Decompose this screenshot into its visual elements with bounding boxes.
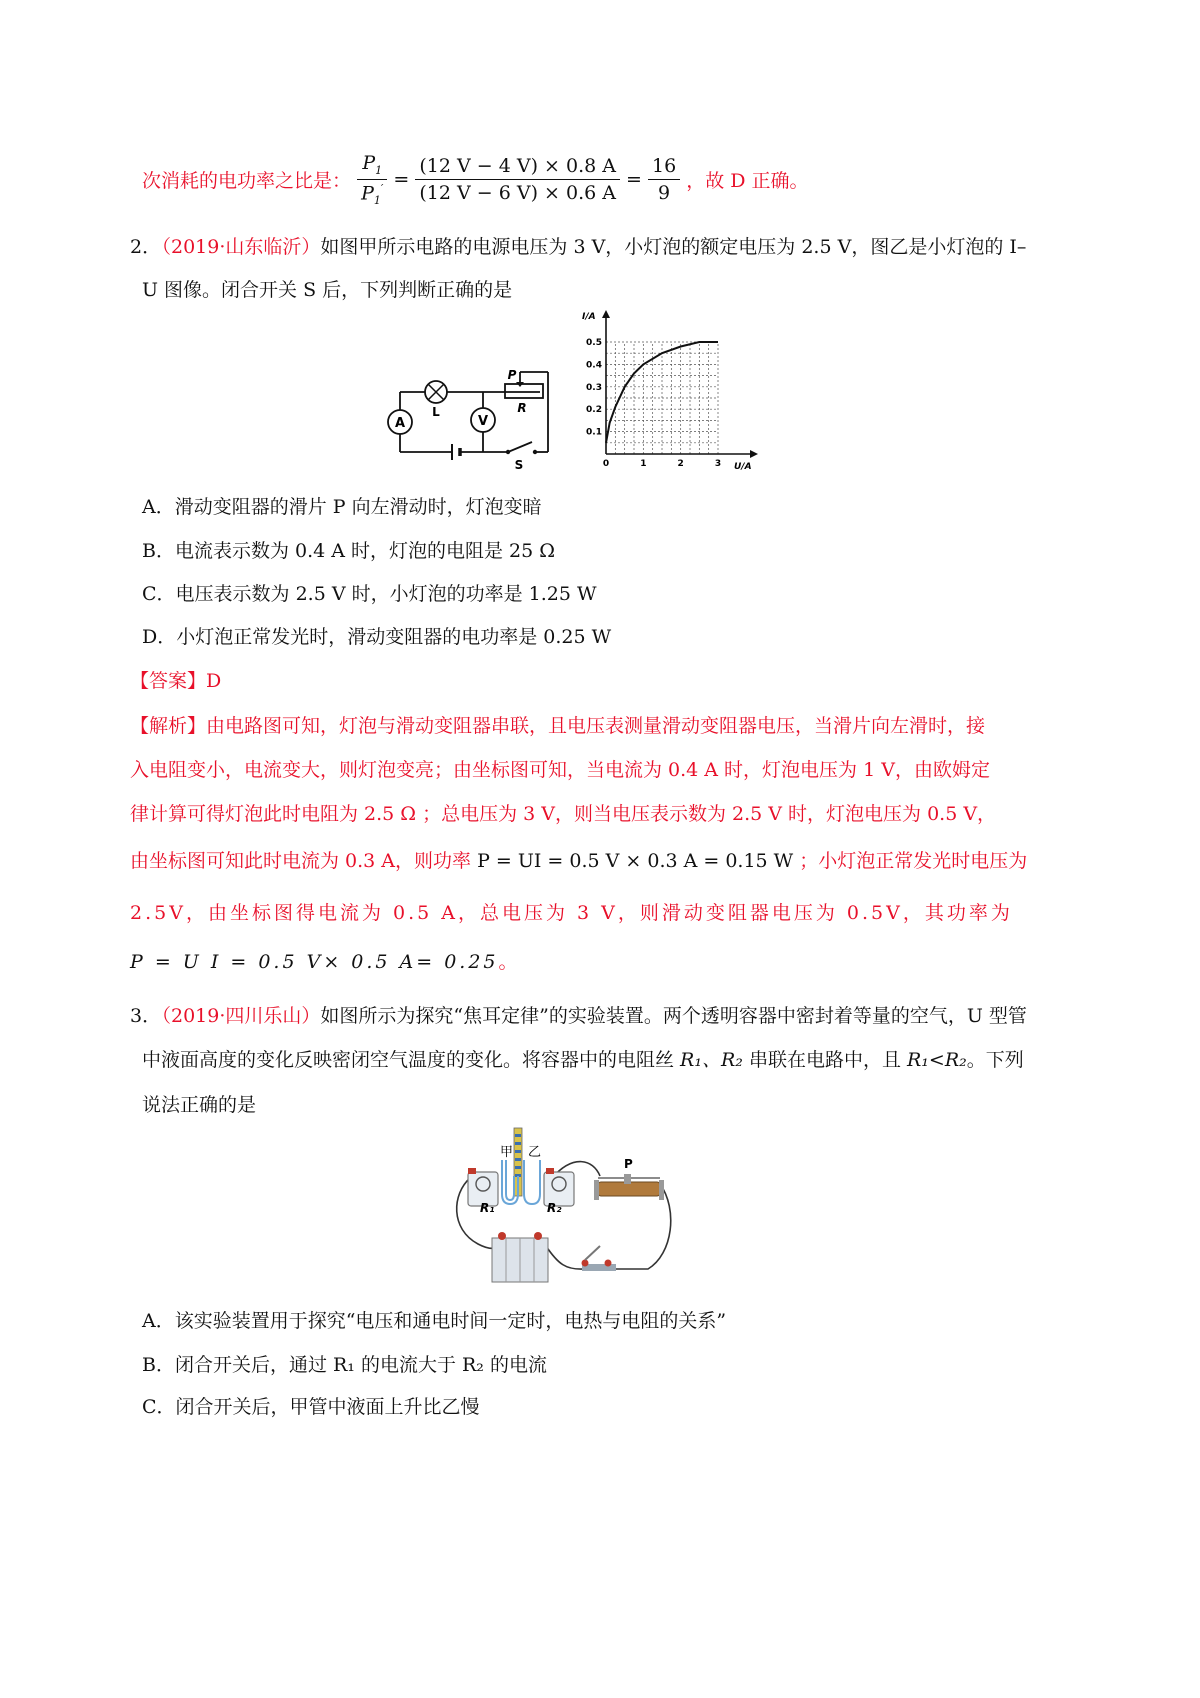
y-tick-label: 0.3 [586, 382, 602, 393]
lamp-icon [425, 381, 447, 403]
q3-number: 3． [130, 1005, 162, 1027]
q2-analysis-line-5: 2.5V，由坐标图得电流为 0.5 A，总电压为 3 V，则滑动变阻器电压为 0.5V，其功率为 [130, 902, 1013, 924]
q2-circuit-diagram [380, 360, 580, 472]
q3-stem-line-3: 说法正确的是 [142, 1094, 257, 1116]
x-tick-label: 3 [714, 459, 722, 469]
y-tick-label: 0.1 [586, 427, 602, 438]
chart-grid [606, 342, 718, 454]
slider-power-formula: P = U I = 0.5 V× 0.5 A= 0.25 [130, 951, 499, 973]
q3-joule-apparatus-illustration [448, 1124, 676, 1286]
label-jia: 甲 [500, 1145, 514, 1160]
q2-option-d[interactable]: D．小灯泡正常发光时，滑动变阻器的电功率是 0.25 W [142, 626, 612, 648]
q2-source: （2019·山东临沂） [152, 236, 321, 258]
chart-axes [602, 310, 758, 458]
q3-option-c[interactable]: C．闭合开关后，甲管中液面上升比乙慢 [142, 1396, 480, 1418]
q2-answer: 【答案】D [130, 670, 222, 692]
prev-answer-prefix: 次消耗的电功率之比是： [142, 169, 352, 192]
label-r1: R₁ [480, 1201, 495, 1215]
q2-option-c[interactable]: C．电压表示数为 2.5 V 时，小灯泡的功率是 1.25 W [142, 583, 597, 605]
power-ratio-mid: $\frac{(12 V - 4 V) \times 0.8 A}{(12 V - 6 V) \times 0.6 A}$ [415, 155, 620, 204]
q2-analysis-line-4: 由坐标图可知此时电流为 0.3 A，则功率 P = UI = 0.5 V × 0.3 A = 0.15 W ；小灯泡正常发光时电压为 [130, 850, 1028, 872]
q2-answer-value: D [206, 670, 222, 692]
q2-analysis-line-3: 律计算可得灯泡此时电阻为 2.5 Ω ；总电压为 3 V，则当电压表示数为 2.5 V 时，灯泡电压为 0.5 V， [130, 803, 997, 825]
rheostat-label: R [517, 401, 527, 415]
q2-stem-line-1: （2019·山东临沂）如图甲所示电路的电源电压为 3 V，小灯泡的额定电压为 2.5 V，图乙是小灯泡的 I– [152, 236, 1027, 258]
q3-stem-line-2: 中液面高度的变化反映密闭空气温度的变化。将容器中的电阻丝 R₁、R₂ 串联在电路中，且 R₁<R₂。下列 [142, 1049, 1024, 1071]
q3-option-b[interactable]: B．闭合开关后，通过 R₁ 的电流大于 R₂ 的电流 [142, 1354, 547, 1376]
power-formula: P = UI = 0.5 V × 0.3 A = 0.15 W [477, 850, 794, 872]
label-yi: 乙 [528, 1145, 542, 1160]
prev-answer-suffix: ，故 D 正确。 [686, 169, 809, 192]
x-tick-label: 1 [640, 459, 647, 469]
q2-option-b[interactable]: B．电流表示数为 0.4 A 时，灯泡的电阻是 25 Ω [142, 540, 556, 562]
q2-iu-chart [578, 306, 760, 474]
q2-analysis-line-2: 入电阻变小，电流变大，则灯泡变亮；由坐标图可知，当电流为 0.4 A 时，灯泡电压为 1 V，由欧姆定 [130, 759, 990, 781]
u-tube-scale-icon [502, 1128, 540, 1204]
prev-answer-line: 次消耗的电功率之比是： $\frac{P_1}{P_1'}$ = $\frac{(12 V - 4 V) \times 0.8 A}{(12 V - 6 V) \times 0.6 A}$ = $\frac{16}{9}$ ，故 D 正确。 [142, 152, 809, 207]
power-ratio-lhs: $\frac{P_1}{P_1'}$ [357, 152, 387, 207]
battery-pack-icon [492, 1232, 548, 1282]
ammeter-label: A [394, 416, 406, 431]
q3-stem-line-1: （2019·四川乐山）如图所示为探究“焦耳定律”的实验装置。两个透明容器中密封着等量的空气，U 型管 [152, 1005, 1027, 1027]
lamp-label: L [432, 405, 440, 419]
q2-stem-line-2: U 图像。闭合开关 S 后，下列判断正确的是 [142, 279, 513, 301]
q2-number: 2． [130, 236, 162, 258]
q2-option-a[interactable]: A．滑动变阻器的滑片 P 向左滑动时，灯泡变暗 [142, 496, 542, 518]
q2-analysis-line-6: P = U I = 0.5 V× 0.5 A= 0.25。 [130, 951, 518, 973]
y-axis-label: I/A [582, 312, 596, 322]
switch-icon [582, 1246, 617, 1271]
y-tick-label: 0.5 [586, 338, 602, 348]
x-tick-label: 2 [677, 459, 684, 469]
q3-source: （2019·四川乐山） [152, 1005, 321, 1027]
x-tick-label: 0 [602, 459, 610, 469]
y-tick-label: 0.2 [586, 405, 602, 416]
label-r2: R₂ [547, 1201, 562, 1215]
rheostat-resistor [505, 384, 543, 398]
label-p: P [624, 1157, 633, 1171]
q2-analysis-line-1: 【解析】由电路图可知，灯泡与滑动变阻器串联，且电压表测量滑动变阻器电压，当滑片向左滑时，接 [130, 715, 986, 737]
slider-label: P [507, 368, 517, 382]
y-tick-label: 0.4 [586, 360, 602, 371]
q3-option-a[interactable]: A．该实验装置用于探究“电压和通电时间一定时，电热与电阻的关系” [142, 1310, 727, 1332]
rheostat-icon [594, 1174, 664, 1200]
voltmeter-label: V [477, 414, 489, 429]
x-axis-label: U/A [734, 462, 752, 472]
power-ratio-result: $\frac{16}{9}$ [648, 155, 680, 204]
switch-label: S [514, 458, 524, 472]
